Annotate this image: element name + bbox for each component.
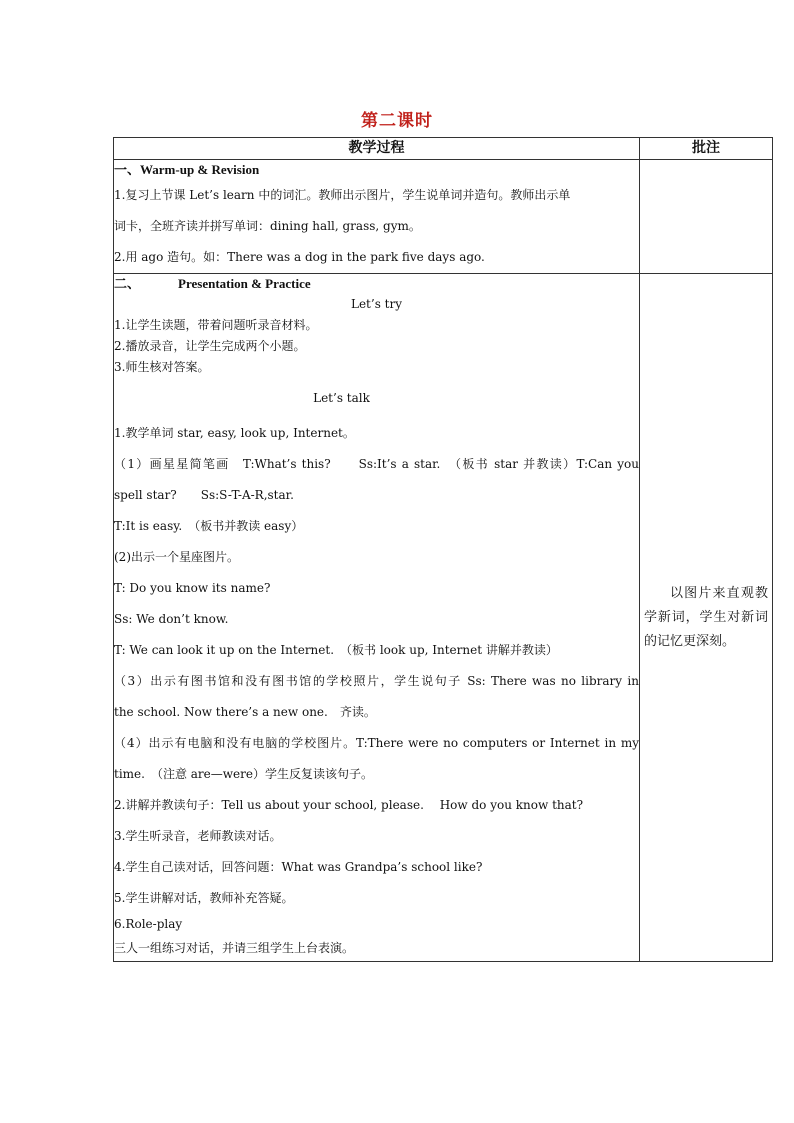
talk-step-4: 4.学生自己读对话，回答问题：What was Grandpa’s school like? [114,860,483,874]
talk-step-7: 三人一组练习对话，并请三组学生上台表演。 [114,941,355,955]
section-warmup-cell [114,160,640,274]
talk-library-line1: （3）出示有图书馆和没有图书馆的学校照片，学生说句子 Ss: There was no library in [114,674,639,688]
talk-star-line2: spell star? Ss:S-T-A-R,star. [114,488,294,502]
talk-answer-name: Ss: We don’t know. [114,612,229,626]
talk-library-line2: the school. Now there’s a new one. 齐读。 [114,705,376,719]
section-warmup-row [114,160,773,274]
table-header-row [114,138,773,160]
section-presentation-title: Presentation & Practice [178,276,311,291]
talk-step-3: 3.学生听录音，老师教读对话。 [114,829,282,843]
section-presentation-note-cell [640,274,773,962]
header-teaching-process: 教学过程 [114,138,640,160]
section-presentation-row [114,274,773,962]
talk-question-name: T: Do you know its name? [114,581,271,595]
talk-step-2: 2.讲解并教读句子：Tell us about your school, please. How do you know that? [114,798,584,812]
section-warmup-note-cell [640,160,773,274]
warmup-item1-line1: 1.复习上节课 Let’s learn 中的词汇。教师出示图片，学生说单词并造句。教师出示单 [114,188,571,202]
talk-easy-line: T:It is easy. （板书并教读 easy） [114,519,304,533]
talk-step-6: 6.Role-play [114,917,183,931]
talk-star-line1: （1）画星星简笔画 T:What’s this? Ss:It’s a star. （板书 star 并教读）T:Can you [114,457,639,471]
try-step-1: 1.让学生读题，带着问题听录音材料。 [114,318,318,332]
talk-step-1: 1.教学单词 star, easy, look up, Internet。 [114,426,355,440]
lets-talk-label: Let’s talk [313,391,370,405]
page-title: 第二课时 [361,111,433,131]
lesson-table [113,137,773,962]
section-presentation-cell [114,274,640,962]
warmup-item2: 2.用 ago 造句。如：There was a dog in the park five days ago. [114,250,485,264]
talk-constellation-line: (2)出示一个星座图片。 [114,550,239,564]
section-warmup-heading: 一、Warm-up & Revision [114,162,260,177]
section-presentation-heading [114,274,639,294]
try-step-3: 3.师生核对答案。 [114,360,210,374]
talk-computer-line2: time. （注意 are—were）学生反复读该句子。 [114,767,373,781]
header-notes: 批注 [640,138,773,160]
talk-lookup-line: T: We can look it up on the Internet. （板书 look up, Internet 讲解并教读） [114,643,558,657]
section-presentation-number: 二、 [114,276,141,291]
warmup-item1-line2: 词卡，全班齐读并拼写单词：dining hall, grass, gym。 [114,219,421,233]
talk-step-5: 5.学生讲解对话，教师补充答疑。 [114,891,294,905]
lets-try-label: Let’s try [350,297,403,311]
try-step-2: 2.播放录音，让学生完成两个小题。 [114,339,306,353]
teaching-note: 以图片来直观教学新词，学生对新词的记忆更深刻。 [644,585,768,649]
talk-computer-line1: （4）出示有电脑和没有电脑的学校图片。T:There were no computers or Internet in my [114,736,639,750]
